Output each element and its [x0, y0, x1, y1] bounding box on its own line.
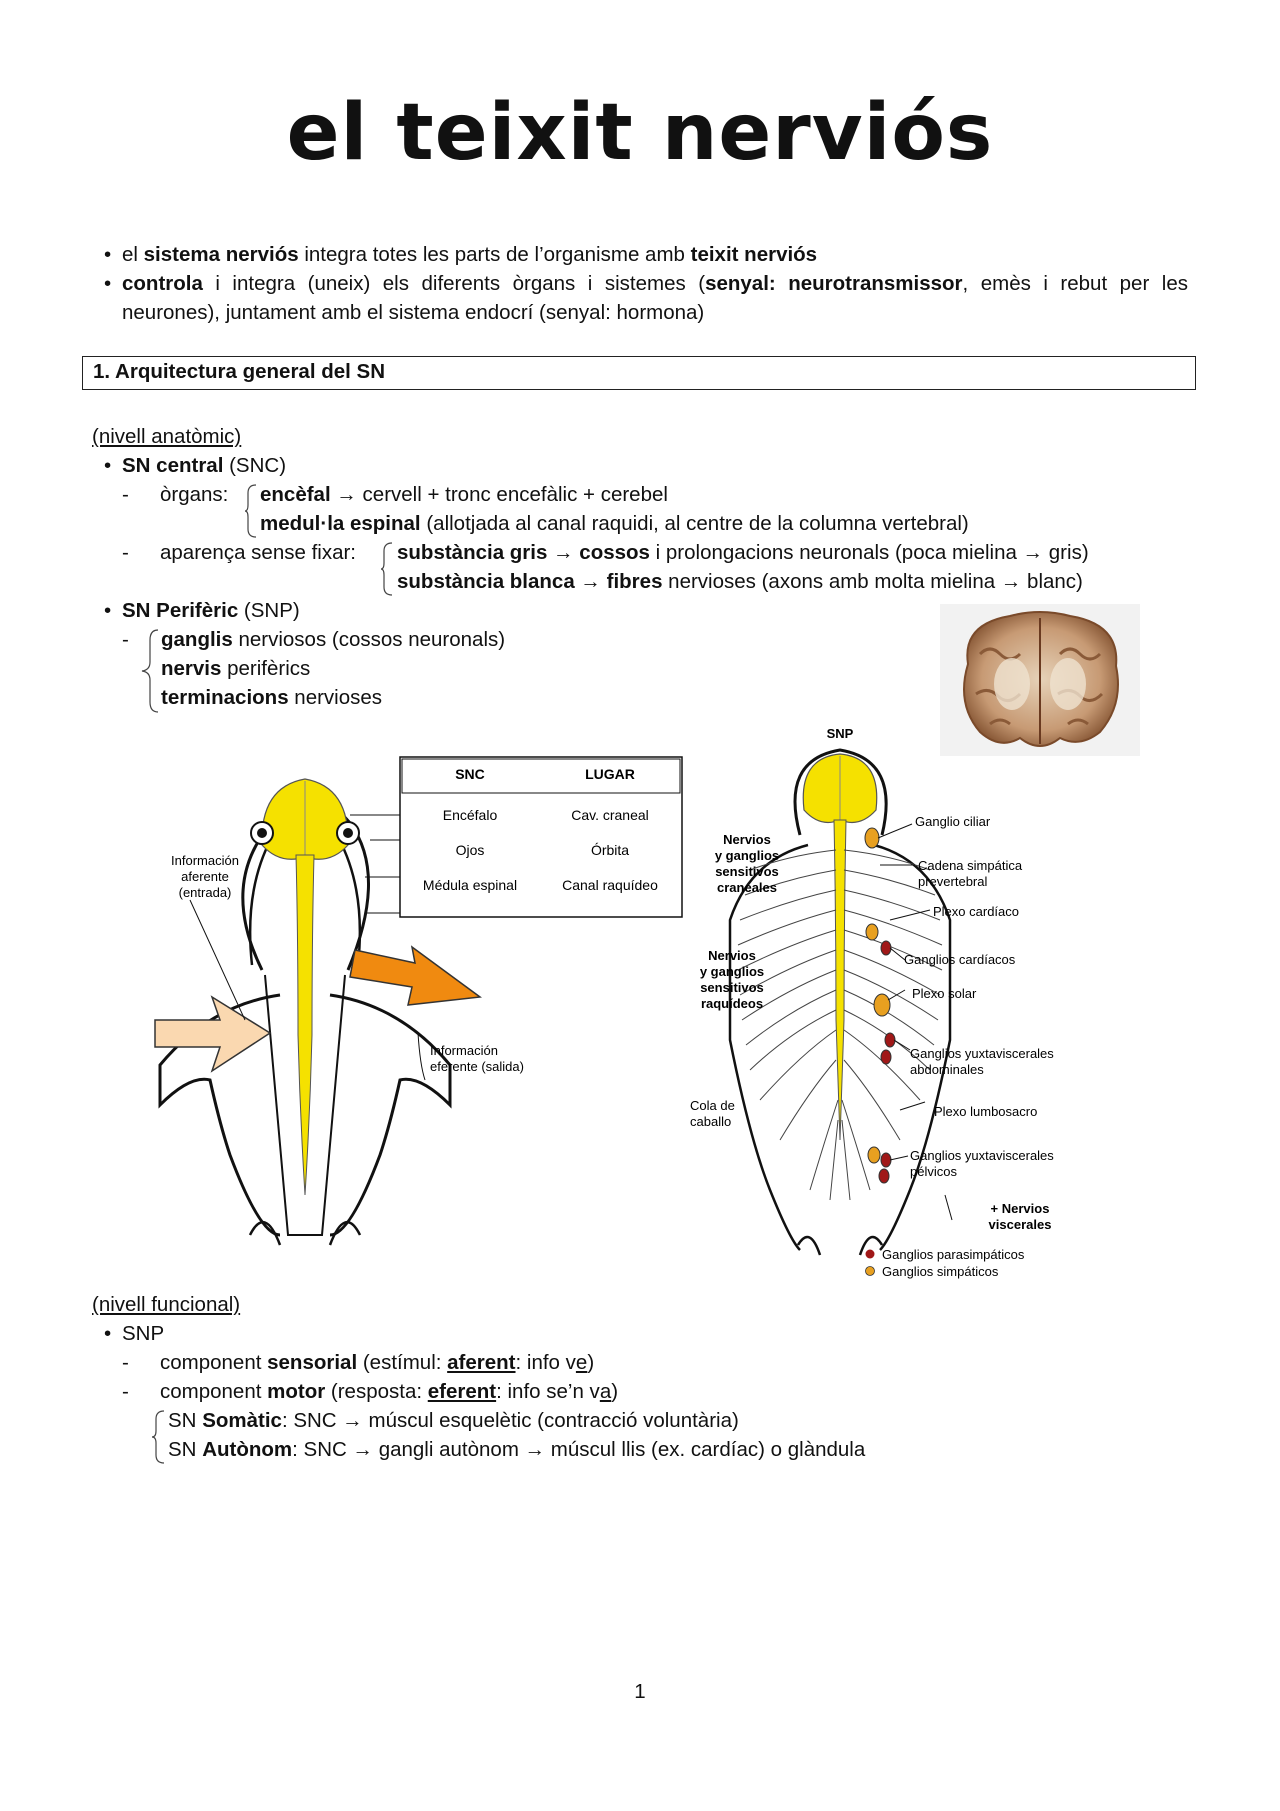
label-gangl-abd: Ganglios yuxtaviscerales — [910, 1046, 1054, 1061]
text: SN — [168, 1438, 203, 1461]
text: i prolongacions neuronals (poca mielina → gris) — [649, 541, 1089, 564]
label-ganglios-cardiacos: Ganglios cardíacos — [904, 952, 1016, 967]
component-sensorial — [160, 1348, 594, 1377]
snc-figure — [150, 735, 690, 1270]
label-aferent: Información — [171, 853, 239, 868]
text: → — [574, 570, 607, 593]
aparenca-label: aparença sense fixar: — [160, 541, 357, 564]
sn-autonom — [168, 1435, 865, 1464]
bold-text: terminacions — [161, 686, 289, 709]
anat-heading: (nivell anatòmic) — [92, 425, 242, 448]
label-craneales: y ganglios — [714, 848, 780, 863]
label-cola: Cola de — [690, 1098, 735, 1113]
label-cadena: prevertebral — [918, 874, 988, 889]
bold-text: aferent — [447, 1351, 516, 1374]
snp-nervis — [161, 654, 310, 683]
bold-text: cossos — [579, 541, 650, 564]
brace-icon — [380, 541, 394, 597]
bold-text: motor — [267, 1380, 326, 1403]
page-title: el teixit nerviós — [286, 88, 994, 178]
text: (allotjada al canal raquidi, al centre de la columna vertebral) — [420, 512, 969, 535]
underlined-text: e — [575, 1351, 588, 1374]
brace-icon — [150, 1409, 166, 1465]
sn-somatic — [168, 1406, 739, 1435]
table-cell: Encéfalo — [442, 807, 498, 823]
legend-para-marker — [866, 1250, 875, 1259]
intro-bullet-2 — [122, 269, 1188, 298]
text: , emès i rebut per les — [962, 272, 1188, 295]
text: (estímul: — [357, 1351, 448, 1374]
text: : info v — [515, 1351, 576, 1374]
label-craneales: Nervios — [723, 832, 771, 847]
legend-parasimpatics: Ganglios parasimpáticos — [882, 1247, 1025, 1262]
table-header-lugar: LUGAR — [585, 766, 635, 782]
snp-bullet — [122, 596, 300, 625]
dash: - — [122, 541, 129, 564]
underlined-text: a — [599, 1380, 612, 1403]
text: component — [160, 1351, 268, 1374]
dash: - — [122, 1351, 129, 1374]
label-plexo-lumbo: Plexo lumbosacro — [934, 1104, 1038, 1119]
intro-bullet-2-cont: neurones), juntament amb el sistema endocrí (senyal: hormona) — [122, 301, 705, 324]
func-snp-bullet: • SNP — [122, 1319, 164, 1348]
text: → — [547, 541, 580, 564]
text: nerviosos (cossos neuronals) — [232, 628, 506, 651]
func-heading: (nivell funcional) — [92, 1293, 241, 1316]
snp-terminacions — [161, 683, 382, 712]
text: ) — [587, 1351, 595, 1374]
bold-text: Somàtic — [202, 1409, 282, 1432]
label-craneales: craneales — [717, 880, 777, 895]
text: : SNC → múscul esquelètic (contracció voluntària) — [281, 1409, 739, 1432]
brace-icon — [136, 628, 160, 714]
dash: - — [122, 1380, 129, 1403]
bold-text: medul·la espinal — [260, 512, 421, 535]
substancia-blanca — [397, 567, 1083, 596]
label-raquideos: y ganglios — [699, 964, 765, 979]
text: perifèrics — [221, 657, 311, 680]
brace-icon — [244, 483, 258, 539]
bold-text: senyal: neurotransmissor — [705, 272, 963, 295]
text: : info se’n v — [496, 1380, 600, 1403]
label-craneales: sensitivos — [715, 864, 779, 879]
table-cell: Ojos — [455, 842, 485, 858]
dash: - — [122, 628, 129, 651]
snc-bullet — [122, 451, 286, 480]
bold-text: teixit nerviós — [690, 243, 818, 266]
bold-text: fibres — [606, 570, 663, 593]
label-gangl-abd: abdominales — [910, 1062, 984, 1077]
component-motor — [160, 1377, 618, 1406]
label-raquideos: Nervios — [708, 948, 756, 963]
text: ) — [611, 1380, 619, 1403]
bold-text: sensorial — [267, 1351, 358, 1374]
table-cell: Médula espinal — [422, 877, 518, 893]
bold-text: ganglis — [161, 628, 233, 651]
bold-text: SN central — [122, 454, 224, 477]
snp-ganglis — [161, 625, 505, 654]
legend-simpatics: Ganglios simpáticos — [882, 1264, 999, 1279]
bold-text: eferent — [427, 1380, 497, 1403]
text: : SNC → gangli autònom → múscul llis (ex. cardíac) o glàndula — [292, 1438, 866, 1461]
organ-medulla — [260, 509, 969, 538]
bold-text: Autònom — [202, 1438, 293, 1461]
bold-text: encèfal — [260, 483, 331, 506]
table-header-snc: SNC — [455, 766, 485, 782]
label-aferent: (entrada) — [178, 885, 232, 900]
fig-title: SNP — [826, 726, 854, 741]
label-aferent: aferente — [181, 869, 229, 884]
table-cell: Órbita — [590, 842, 630, 858]
bold-text: sistema nerviós — [143, 243, 299, 266]
label-eferent: eferente (salida) — [430, 1059, 524, 1074]
text: integra totes les parts de l’organisme amb — [298, 243, 691, 266]
text: → cervell + tronc encefàlic + cerebel — [330, 483, 668, 506]
label-gangl-pel: pélvicos — [910, 1164, 957, 1179]
snp-figure — [690, 720, 1090, 1280]
dash: - — [122, 483, 129, 506]
text: SN — [168, 1409, 203, 1432]
table-cell: Cav. craneal — [571, 807, 649, 823]
label-eferent: Información — [430, 1043, 498, 1058]
label-viscerales: + Nervios — [990, 1201, 1050, 1216]
organ-encefal — [260, 480, 668, 509]
bold-text: substància blanca — [397, 570, 575, 593]
text: (SNP) — [238, 599, 300, 622]
text: el — [122, 243, 144, 266]
label-plexo-solar: Plexo solar — [912, 986, 977, 1001]
label-plexo-cardiaco: Plexo cardíaco — [933, 904, 1019, 919]
substancia-gris — [397, 538, 1089, 567]
page-number: 1 — [634, 1680, 646, 1703]
bold-text: controla — [122, 272, 203, 295]
label-viscerales: viscerales — [988, 1217, 1052, 1232]
label-cola: caballo — [690, 1114, 732, 1129]
table-cell: Canal raquídeo — [562, 877, 658, 893]
text: (SNC) — [223, 454, 287, 477]
intro-bullet-1 — [122, 240, 817, 269]
text: component — [160, 1380, 268, 1403]
legend-simp-marker — [866, 1267, 875, 1276]
label-gangl-pel: Ganglios yuxtaviscerales — [910, 1148, 1054, 1163]
label-raquideos: raquídeos — [700, 996, 764, 1011]
text: i integra (uneix) els diferents òrgans i sistemes ( — [202, 272, 706, 295]
bold-text: substància gris — [397, 541, 548, 564]
text: (resposta: — [325, 1380, 428, 1403]
label-ganglio-ciliar: Ganglio ciliar — [915, 814, 991, 829]
section-heading-1: 1. Arquitectura general del SN — [82, 356, 1196, 390]
text: nervioses — [288, 686, 383, 709]
bold-text: SN Perifèric — [122, 599, 239, 622]
bold-text: nervis — [161, 657, 222, 680]
organs-label: òrgans: — [160, 483, 229, 506]
label-cadena: Cadena simpática — [918, 858, 1023, 873]
label-raquideos: sensitivos — [700, 980, 764, 995]
text: nervioses (axons amb molta mielina → blanc) — [662, 570, 1083, 593]
